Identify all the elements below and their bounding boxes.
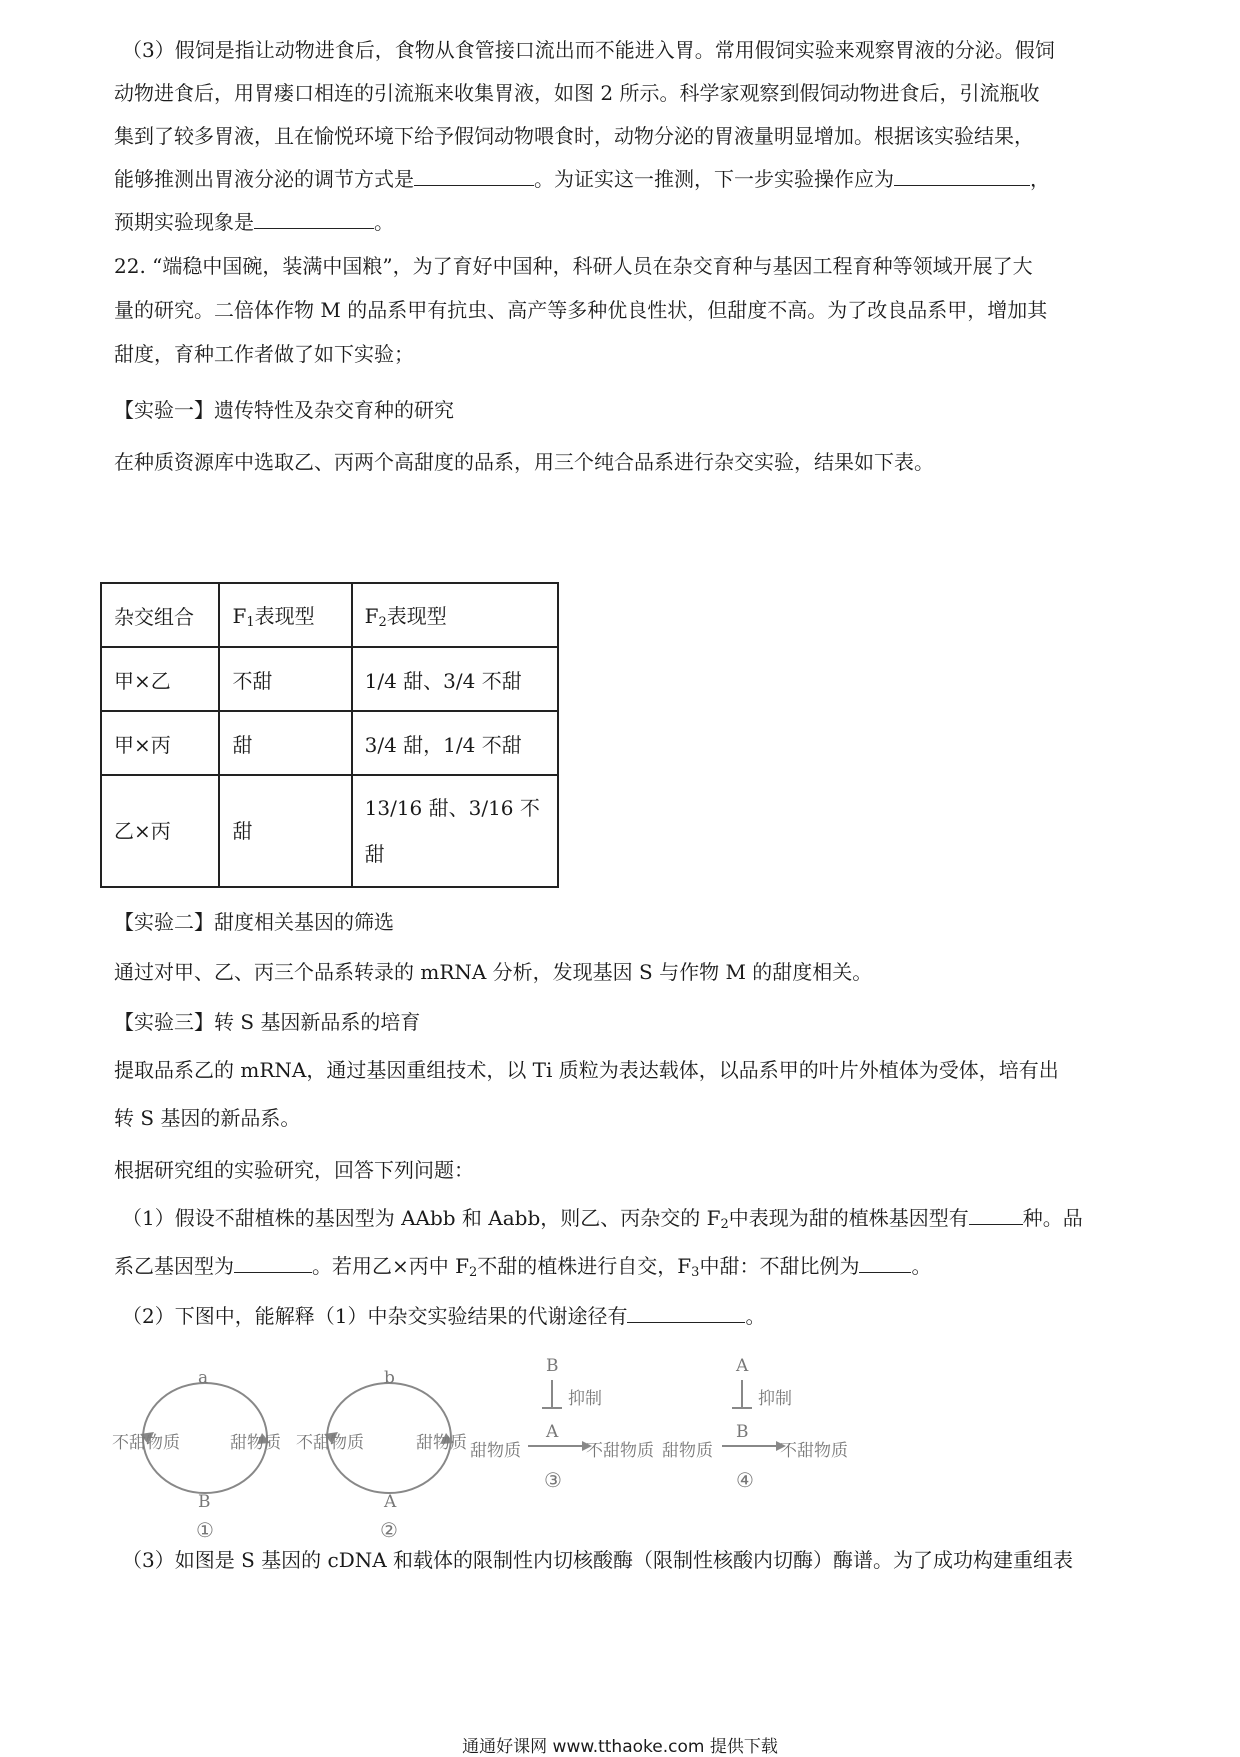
answer-blank[interactable]	[859, 1254, 911, 1273]
sub-question-2	[122, 1304, 765, 1328]
text: 。	[374, 210, 394, 234]
text: 系乙基因型为	[114, 1254, 234, 1278]
paragraph-line: 集到了较多胃液，且在愉悦环境下给予假饲动物喂食时，动物分泌的胃液量明显增加。根据该实验结果，	[114, 124, 1034, 148]
answer-blank[interactable]	[627, 1304, 745, 1323]
table-header: 杂交组合	[101, 583, 219, 647]
subscript: 2	[378, 615, 387, 630]
diagram-number: ③	[544, 1468, 562, 1492]
answer-blank[interactable]	[254, 210, 374, 229]
paragraph-line: 动物进食后，用胃瘘口相连的引流瓶来收集胃液，如图 2 所示。科学家观察到假饲动物进食后，引流瓶收	[114, 81, 1040, 105]
subscript: 2	[469, 1265, 478, 1280]
experiment-1-title: 【实验一】遗传特性及杂交育种的研究	[114, 398, 454, 422]
table-cell: 甲×丙	[101, 711, 219, 775]
text: 不甜的植株进行自交，F	[477, 1254, 692, 1278]
text: （1）假设不甜植株的基因型为 AAbb 和 Aabb，则乙、丙杂交的 F	[122, 1206, 721, 1230]
text: 。若用乙×丙中 F	[312, 1254, 469, 1278]
table-header-row	[101, 583, 558, 647]
substance-label: 甜物质	[662, 1441, 713, 1461]
substance-label: 不甜物质	[586, 1441, 654, 1461]
pathway-diagram-1	[112, 1368, 302, 1608]
table-cell: 1/4 甜、3/4 不甜	[352, 647, 558, 711]
paragraph-line: （3）假饲是指让动物进食后，食物从食管接口流出而不能进入胃。常用假饲实验来观察胃液的分泌。假饲	[122, 38, 1055, 62]
table-header	[219, 583, 351, 647]
question-22-line: 22. “端稳中国碗，装满中国粮”，为了育好中国种，科研人员在杂交育种与基因工程育种等领域开展了大	[114, 254, 1033, 278]
text: F	[364, 604, 379, 628]
substance-label: 不甜物质	[780, 1441, 848, 1461]
text: 种。品	[1022, 1206, 1083, 1230]
instruction: 根据研究组的实验研究，回答下列问题：	[114, 1158, 474, 1182]
answer-blank[interactable]	[234, 1254, 312, 1273]
text: 中甜：不甜比例为	[699, 1254, 860, 1278]
table-header	[352, 583, 558, 647]
paragraph-line: 转 S 基因的新品系。	[114, 1106, 301, 1130]
table-cell	[352, 775, 558, 887]
gene-label: b	[384, 1368, 395, 1388]
answer-blank[interactable]	[969, 1206, 1023, 1225]
gene-label: a	[198, 1368, 209, 1388]
subscript: 1	[246, 615, 255, 630]
diagram-number: ②	[380, 1518, 398, 1542]
inhibit-label: 抑制	[568, 1389, 602, 1409]
answer-blank[interactable]	[894, 167, 1030, 186]
table-cell: 乙×丙	[101, 775, 219, 887]
text: 13/16 甜、3/16 不	[364, 796, 540, 820]
table-cell: 甜	[219, 711, 351, 775]
experiment-3-title: 【实验三】转 S 基因新品系的培育	[114, 1010, 421, 1034]
table-cell: 3/4 甜，1/4 不甜	[352, 711, 558, 775]
page-footer: 通通好课网 www.tthaoke.com 提供下载	[462, 1737, 778, 1757]
table-row	[101, 775, 558, 887]
substance-label: 不甜物质	[112, 1433, 180, 1453]
gene-label: A	[384, 1492, 397, 1512]
sub-question-1	[122, 1206, 1083, 1237]
sub-question-1-cont	[114, 1254, 931, 1285]
paragraph-line: 甜度，育种工作者做了如下实验；	[114, 342, 414, 366]
table-cell: 甜	[219, 775, 351, 887]
text: 甜	[364, 842, 385, 866]
diagram-number: ④	[736, 1468, 754, 1492]
table-cell: 不甜	[219, 647, 351, 711]
text: 。为证实这一推测，下一步实验操作应为	[534, 167, 894, 191]
text: 。	[911, 1254, 932, 1278]
paragraph-line: 提取品系乙的 mRNA，通过基因重组技术，以 Ti 质粒为表达载体，以品系甲的叶片外植体为受体，培有出	[114, 1058, 1059, 1082]
table-row	[101, 711, 558, 775]
substance-label: 甜物质	[230, 1433, 281, 1453]
text: ，	[1030, 167, 1050, 191]
paragraph-line	[114, 167, 1050, 191]
text: 能够推测出胃液分泌的调节方式是	[114, 167, 414, 191]
substance-label: 甜物质	[470, 1441, 521, 1461]
paragraph-line	[114, 210, 394, 234]
gene-label: B	[546, 1356, 559, 1376]
gene-label: B	[198, 1492, 211, 1512]
text: 。	[745, 1304, 766, 1328]
text: 中表现为甜的植株基因型有	[728, 1206, 969, 1230]
text: （2）下图中，能解释（1）中杂交实验结果的代谢途径有	[122, 1304, 628, 1328]
experiment-2-title: 【实验二】甜度相关基因的筛选	[114, 910, 394, 934]
diagram-number: ①	[196, 1518, 214, 1542]
text: 表现型	[254, 604, 315, 628]
answer-blank[interactable]	[414, 167, 534, 186]
sub-question-3: （3）如图是 S 基因的 cDNA 和载体的限制性内切核酸酶（限制性核酸内切酶）酶谱。为了成功构建重组表	[122, 1548, 1074, 1572]
experiment-1-description: 在种质资源库中选取乙、丙两个高甜度的品系，用三个纯合品系进行杂交实验，结果如下表。	[114, 450, 934, 474]
inhibit-label: 抑制	[758, 1389, 792, 1409]
text: 预期实验现象是	[114, 210, 254, 234]
subscript: 3	[691, 1265, 700, 1280]
gene-label: A	[736, 1356, 749, 1376]
pathway-diagram-2	[296, 1368, 486, 1608]
text: 表现型	[386, 604, 447, 628]
experiment-2-description: 通过对甲、乙、丙三个品系转录的 mRNA 分析，发现基因 S 与作物 M 的甜度相关。	[114, 960, 873, 984]
gene-label: A	[546, 1422, 559, 1442]
substance-label: 甜物质	[416, 1433, 467, 1453]
subscript: 2	[720, 1217, 729, 1232]
table-row	[101, 647, 558, 711]
substance-label: 不甜物质	[296, 1433, 364, 1453]
table-cell: 甲×乙	[101, 647, 219, 711]
paragraph-line: 量的研究。二倍体作物 M 的品系甲有抗虫、高产等多种优良性状，但甜度不高。为了改良品系甲，增加其	[114, 298, 1048, 322]
gene-label: B	[736, 1422, 749, 1442]
cross-results-table	[100, 582, 559, 888]
text: F	[232, 604, 247, 628]
